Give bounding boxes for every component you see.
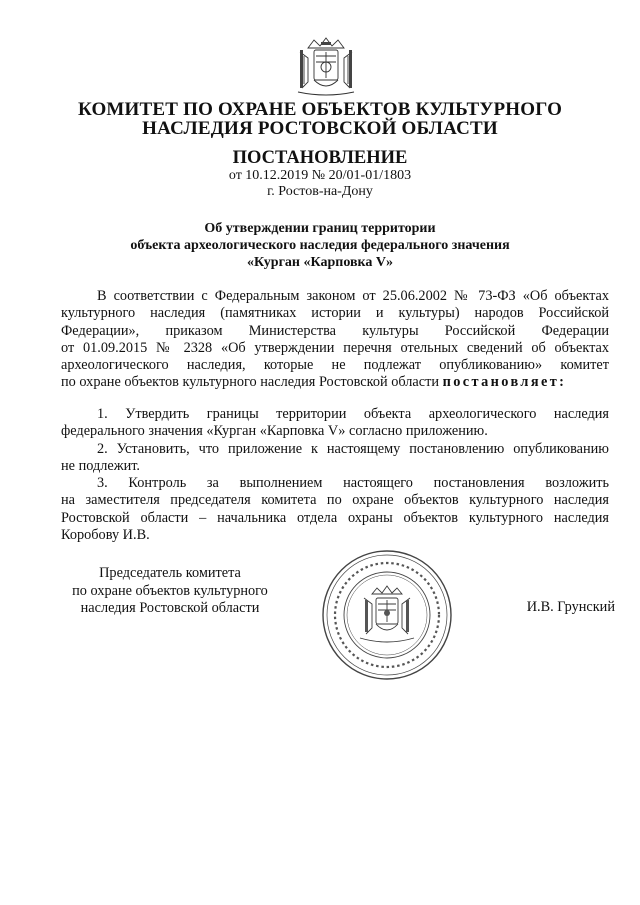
decree-city: г. Ростов-на-Дону (267, 184, 373, 199)
signatory-role (60, 565, 280, 618)
item-3-line: на заместителя председателя комитета по охране объектов культурного наследия (61, 492, 609, 509)
preamble-line: В соответствии с Федеральным законом от 25.06.2002 № 73-ФЗ «Об объектах (97, 288, 609, 304)
document-type-title: ПОСТАНОВЛЕНИЕ (232, 148, 408, 168)
signatory-role-line: наследия Ростовской области (80, 600, 260, 616)
preamble-line: по охране объектов культурного наследия Ростовской области (61, 374, 439, 391)
item-3-line: Ростовской области – начальника отдела охраны объектов культурного наследия (61, 509, 609, 526)
preamble-line: культурного наследия (памятниках истории и культуры) народов Российской (61, 305, 609, 322)
resolution-items (61, 406, 609, 544)
signatory-role-line: Председатель комитета (99, 565, 241, 581)
item-1-line: 1. Утвердить границы территории объекта археологического наследия (97, 406, 609, 422)
preamble-line: от 01.09.2015 № 2328 «Об утверждении перечня отельных сведений об объектах (61, 339, 609, 356)
item-3-line: Коробову И.В. (61, 527, 150, 544)
organization-name-line1: КОМИТЕТ ПО ОХРАНЕ ОБЪЕКТОВ КУЛЬТУРНОГО (77, 99, 563, 120)
item-2-line: не подлежит. (61, 457, 140, 474)
signatory-name: И.В. Грунский (526, 599, 615, 615)
item-2-line: 2. Установить, что приложение к настоящему постановлению опубликованию (97, 440, 609, 457)
preamble-line: археологического наследия, которые не подлежат опубликованию» комитет (61, 357, 609, 374)
coat-of-arms-emblem (294, 36, 358, 96)
item-1-line: федерального значения «Курган «Карповка V» согласно приложению. (61, 423, 488, 440)
item-3-line: 3. Контроль за выполнением настоящего постановления возложить (97, 475, 609, 492)
subject-line1: Об утверждении границ территории (204, 221, 436, 236)
organization-name-line2: НАСЛЕДИЯ РОСТОВСКОЙ ОБЛАСТИ (142, 118, 498, 139)
decides-word: постановляет: (442, 374, 567, 391)
subject-line3: «Курган «Карповка V» (246, 255, 393, 270)
subject-line2: объекта археологического наследия федерального значения (130, 238, 510, 253)
decree-number-date: от 10.12.2019 № 20/01-01/1803 (228, 168, 412, 183)
preamble-paragraph (61, 288, 609, 392)
preamble-last-line (61, 374, 609, 391)
signatory-role-line: по охране объектов культурного (72, 582, 268, 599)
preamble-line: Федерации», приказом Министерства культуры Российской Федерации (61, 322, 609, 339)
official-seal-stamp (320, 548, 454, 682)
